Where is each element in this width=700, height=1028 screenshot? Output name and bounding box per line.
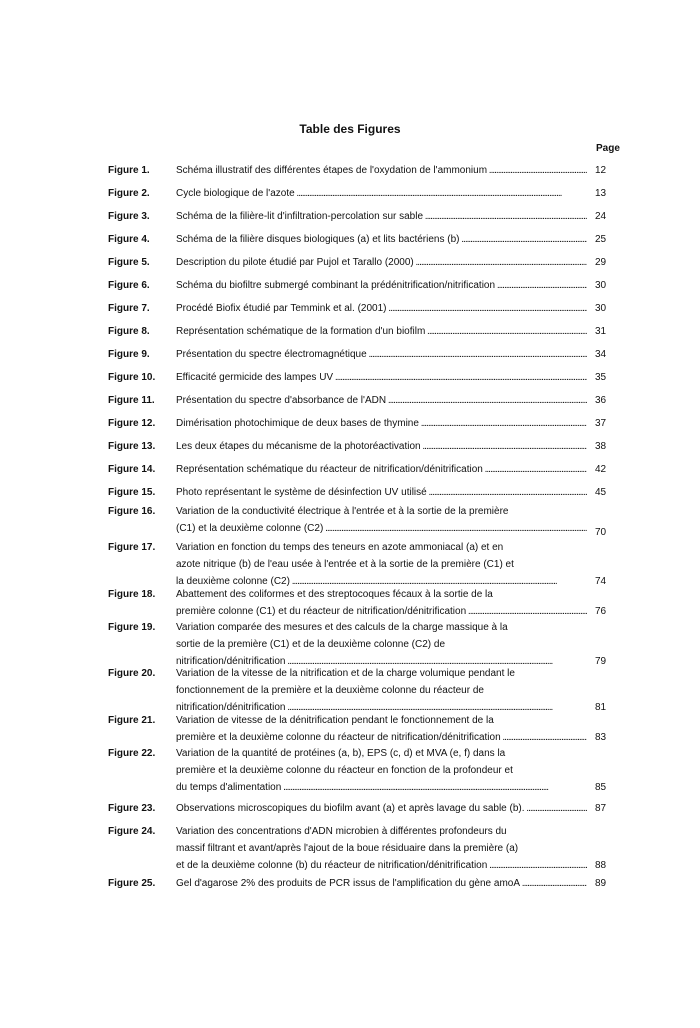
page-number: 36 — [595, 395, 607, 406]
caption-line: fonctionnement de la première et la deuxième colonne du réacteur de — [176, 685, 484, 696]
page-number: 74 — [595, 576, 607, 587]
caption-line: Photo représentant le système de désinfection UV utilisé — [176, 487, 427, 498]
caption-line: Représentation schématique du réacteur de nitrification/dénitrification — [176, 464, 483, 475]
caption-line: Gel d'agarose 2% des produits de PCR issus de l'amplification du gène amoA — [176, 878, 521, 889]
page-number: 87 — [595, 803, 607, 814]
figure-number: Figure 12. — [108, 418, 156, 429]
figure-number: Figure 19. — [108, 622, 156, 633]
caption-line: première et la deuxième colonne du réacteur en fonction de la profondeur et — [176, 765, 513, 776]
caption-line: du temps d'alimentation ..... — [176, 779, 587, 796]
caption-line: Efficacité germicide des lampes UV — [176, 372, 334, 383]
page-number: 85 — [595, 782, 607, 793]
figure-caption — [176, 162, 587, 179]
caption-line: Variation de la conductivité électrique à l'entrée et à la sortie de la première — [176, 506, 509, 517]
page-number: 29 — [595, 257, 607, 268]
figure-number: Figure 8. — [108, 326, 150, 337]
figure-number: Figure 10. — [108, 372, 156, 383]
figure-number: Figure 9. — [108, 349, 150, 360]
figure-number: Figure 16. — [108, 506, 156, 517]
caption-line: Présentation du spectre d'absorbance de l'ADN — [176, 395, 387, 406]
caption-line: Variation des concentrations d'ADN microbien à différentes profondeurs du — [176, 826, 507, 837]
page-number: 81 — [595, 702, 607, 713]
caption-line: Schéma illustratif des différentes étapes de l'oxydation de l'ammonium — [176, 165, 488, 176]
figure-number: Figure 20. — [108, 668, 156, 679]
caption-line: nitrification/dénitrification ..... — [176, 653, 587, 670]
caption-line: Variation de vitesse de la dénitrification pendant le fonctionnement de la — [176, 715, 494, 726]
page-number: 45 — [595, 487, 607, 498]
figure-number: Figure 17. — [108, 542, 156, 553]
figure-number: Figure 23. — [108, 803, 156, 814]
figure-caption — [176, 346, 587, 363]
caption-line: Variation en fonction du temps des teneurs en azote ammoniacal (a) et en — [176, 542, 504, 553]
caption-line: première colonne (C1) et du réacteur de nitrification/dénitrification ..... — [176, 603, 587, 620]
figure-caption — [176, 875, 587, 892]
figure-number: Figure 3. — [108, 211, 150, 222]
caption-line: Variation comparée des mesures et des calculs de la charge massique à la — [176, 622, 508, 633]
page-number: 24 — [595, 211, 607, 222]
caption-line: Variation de la vitesse de la nitrification et de la charge volumique pendant le — [176, 668, 515, 679]
figure-caption — [176, 254, 587, 271]
caption-line: Description du pilote étudié par Pujol et Tarallo (2000) — [176, 257, 414, 268]
figure-number: Figure 2. — [108, 188, 150, 199]
figure-number: Figure 24. — [108, 826, 156, 837]
caption-line: Procédé Biofix étudié par Temmink et al. (2001) — [176, 303, 387, 314]
figure-caption — [176, 277, 587, 294]
figure-caption — [176, 712, 587, 746]
caption-line: nitrification/dénitrification ..... — [176, 699, 587, 716]
figure-number: Figure 25. — [108, 878, 156, 889]
figure-number: Figure 22. — [108, 748, 156, 759]
caption-line: Schéma du biofiltre submergé combinant la prédénitrification/nitrification — [176, 280, 496, 291]
figure-caption — [176, 300, 587, 317]
figure-number: Figure 15. — [108, 487, 156, 498]
figure-caption — [176, 438, 587, 455]
figure-caption — [176, 484, 587, 501]
page-number: 79 — [595, 656, 607, 667]
page-title: Table des Figures — [299, 122, 401, 136]
page-column-header: Page — [596, 143, 620, 154]
caption-line: Cycle biologique de l'azote — [176, 188, 295, 199]
caption-line: Dimérisation photochimique de deux bases de thymine — [176, 418, 419, 429]
caption-line: Schéma de la filière disques biologiques (a) et lits bactériens (b) — [176, 234, 460, 245]
figure-caption — [176, 369, 587, 386]
page-number: 88 — [595, 860, 607, 871]
caption-line: Schéma de la filière-lit d'infiltration-percolation sur sable — [176, 211, 424, 222]
page-number: 35 — [595, 372, 607, 383]
figure-caption — [176, 185, 587, 202]
caption-line: massif filtrant et avant/après l'ajout de la boue résiduaire dans la première (a) — [176, 843, 519, 854]
caption-line: Abattement des coliformes et des streptocoques fécaux à la sortie de la — [176, 589, 493, 600]
page-number: 30 — [595, 280, 607, 291]
figure-caption — [176, 323, 587, 340]
figure-number: Figure 1. — [108, 165, 150, 176]
caption-line: (C1) et la deuxième colonne (C2) ..... — [176, 520, 587, 537]
figure-caption — [176, 461, 587, 478]
figure-caption — [176, 503, 587, 537]
figure-caption — [176, 665, 587, 716]
page-number: 12 — [595, 165, 607, 176]
figure-number: Figure 6. — [108, 280, 150, 291]
caption-line: Présentation du spectre électromagnétique — [176, 349, 367, 360]
caption-line: Les deux étapes du mécanisme de la photoréactivation — [176, 441, 421, 452]
page-number: 31 — [595, 326, 607, 337]
caption-line: sortie de la première (C1) et de la deuxième colonne (C2) de — [176, 639, 446, 650]
page-number: 70 — [595, 527, 607, 538]
page-number: 83 — [595, 732, 607, 743]
page-number: 34 — [595, 349, 607, 360]
caption-line: première et la deuxième colonne du réacteur de nitrification/dénitrification ..... — [176, 729, 587, 746]
page-number: 37 — [595, 418, 607, 429]
page-number: 89 — [595, 878, 607, 889]
figure-caption — [176, 539, 587, 590]
caption-line: Observations microscopiques du biofilm avant (a) et après lavage du sable (b). — [176, 803, 525, 814]
page-number: 76 — [595, 606, 607, 617]
figure-number: Figure 18. — [108, 589, 156, 600]
page-number: 42 — [595, 464, 607, 475]
figure-caption — [176, 208, 587, 225]
figure-caption — [176, 823, 587, 874]
figure-caption — [176, 392, 587, 409]
figure-number: Figure 7. — [108, 303, 150, 314]
page-number: 30 — [595, 303, 607, 314]
figure-caption — [176, 745, 587, 796]
figure-caption — [176, 586, 587, 620]
figure-caption — [176, 619, 587, 670]
figure-caption — [176, 231, 587, 248]
figure-number: Figure 14. — [108, 464, 156, 475]
figure-number: Figure 11. — [108, 395, 155, 406]
caption-line: Variation de la quantité de protéines (a, b), EPS (c, d) et MVA (e, f) dans la — [176, 748, 506, 759]
caption-line: et de la deuxième colonne (b) du réacteur de nitrification/dénitrification ..... — [176, 857, 587, 874]
figure-caption — [176, 415, 587, 432]
caption-line: Représentation schématique de la formation d'un biofilm — [176, 326, 426, 337]
page-number: 13 — [595, 188, 607, 199]
caption-line: azote nitrique (b) de l'eau usée à l'entrée et à la sortie de la première (C1) et — [176, 559, 514, 570]
figure-number: Figure 13. — [108, 441, 156, 452]
figure-number: Figure 5. — [108, 257, 150, 268]
caption-line: la deuxième colonne (C2) ..... — [176, 573, 587, 590]
figure-number: Figure 4. — [108, 234, 150, 245]
figure-number: Figure 21. — [108, 715, 156, 726]
page-number: 25 — [595, 234, 607, 245]
page-number: 38 — [595, 441, 607, 452]
figure-caption — [176, 800, 587, 817]
